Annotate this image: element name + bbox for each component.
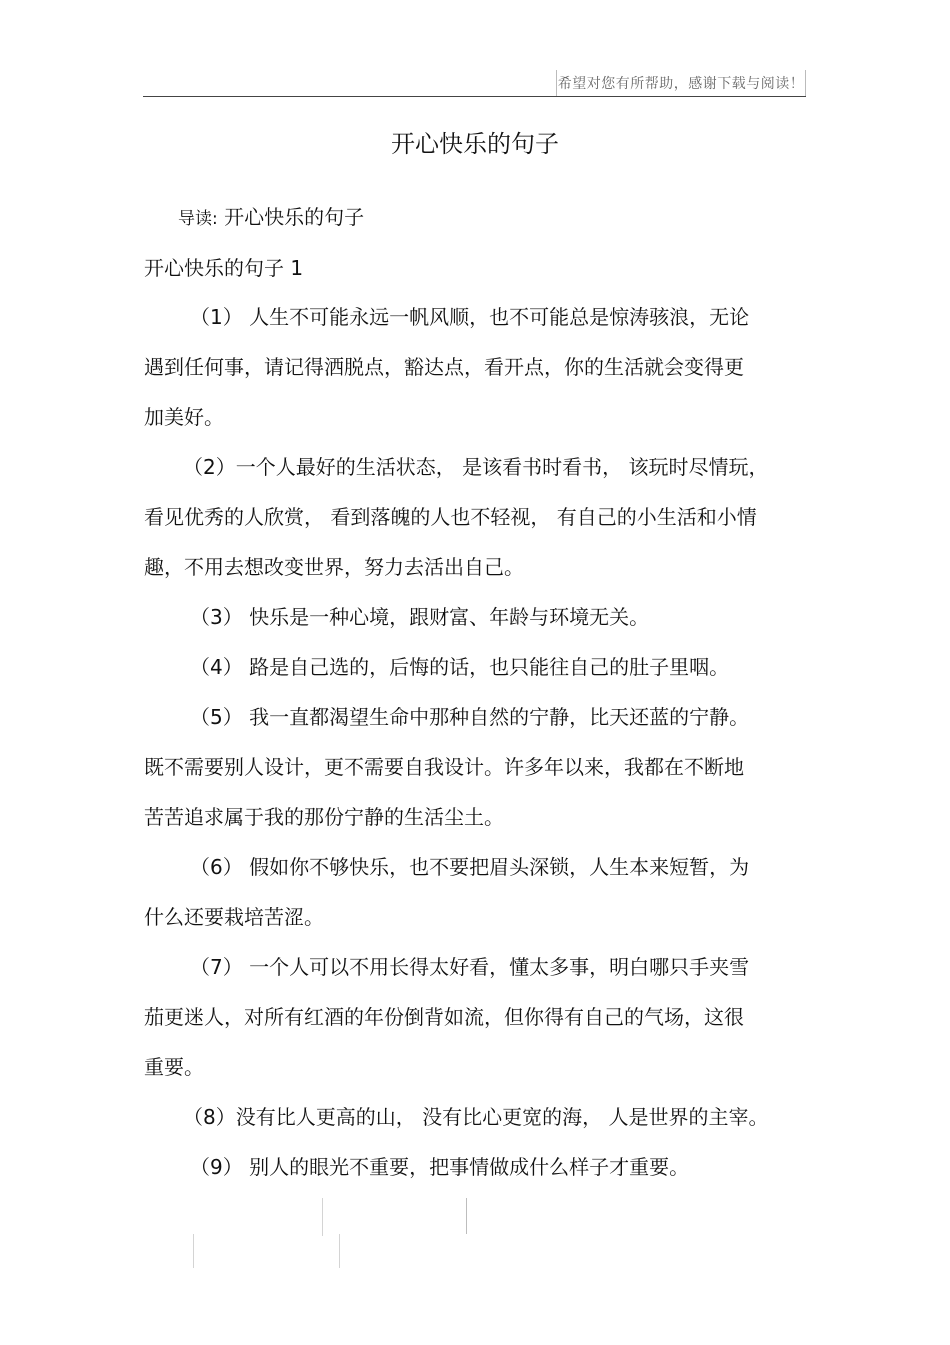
paragraph-1-line-2: 遇到任何事，请记得洒脱点，豁达点，看开点，你的生活就会变得更 bbox=[144, 355, 744, 379]
paragraph-6-line-1: （6） 假如你不够快乐，也不要把眉头深锁，人生本来短暂，为 bbox=[190, 855, 750, 879]
paragraph-1-line-1: （1） 人生不可能永远一帆风顺，也不可能总是惊涛骇浪，无论 bbox=[190, 305, 750, 329]
paragraph-7-line-1: （7） 一个人可以不用长得太好看，懂太多事，明白哪只手夹雪 bbox=[190, 955, 750, 979]
scan-artifact-line bbox=[193, 1234, 194, 1268]
paragraph-6-line-2: 什么还要栽培苦涩。 bbox=[144, 905, 324, 929]
scan-artifact-line bbox=[339, 1234, 340, 1268]
paragraph-2-line-2: 看见优秀的人欣赏， 看到落魄的人也不轻视， 有自己的小生活和小情 bbox=[144, 505, 757, 529]
paragraph-5-line-2: 既不需要别人设计，更不需要自我设计。许多年以来，我都在不断地 bbox=[144, 755, 744, 779]
scan-artifact-line bbox=[322, 1198, 323, 1236]
header-note: 希望对您有所帮助，感谢下载与阅读！ bbox=[556, 70, 806, 96]
paragraph-8-line-1: （8）没有比人更高的山， 没有比心更宽的海， 人是世界的主宰。 bbox=[183, 1105, 769, 1129]
paragraph-7-line-2: 茄更迷人，对所有红酒的年份倒背如流，但你得有自己的气场，这很 bbox=[144, 1005, 744, 1029]
header-rule bbox=[143, 96, 806, 97]
paragraph-3-line-1: （3） 快乐是一种心境，跟财富、年龄与环境无关。 bbox=[190, 605, 650, 629]
paragraph-9-line-1: （9） 别人的眼光不重要，把事情做成什么样子才重要。 bbox=[190, 1155, 690, 1179]
paragraph-1-line-3: 加美好。 bbox=[144, 405, 224, 429]
paragraph-7-line-3: 重要。 bbox=[144, 1055, 204, 1079]
paragraph-2-line-3: 趣，不用去想改变世界，努力去活出自己。 bbox=[144, 555, 524, 579]
guide-line bbox=[178, 203, 364, 233]
scan-artifact-line bbox=[466, 1198, 467, 1234]
section-heading: 开心快乐的句子 1 bbox=[144, 256, 304, 280]
guide-label: 导读: bbox=[178, 209, 218, 229]
paragraph-5-line-1: （5） 我一直都渴望生命中那种自然的宁静，比天还蓝的宁静。 bbox=[190, 705, 750, 729]
paragraph-5-line-3: 苦苦追求属于我的那份宁静的生活尘土。 bbox=[144, 805, 504, 829]
document-title: 开心快乐的句子 bbox=[391, 130, 559, 158]
guide-text: 开心快乐的句子 bbox=[224, 205, 365, 229]
paragraph-4-line-1: （4） 路是自己选的，后悔的话，也只能往自己的肚子里咽。 bbox=[190, 655, 730, 679]
paragraph-2-line-1: （2）一个人最好的生活状态， 是该看书时看书， 该玩时尽情玩， bbox=[183, 455, 769, 479]
